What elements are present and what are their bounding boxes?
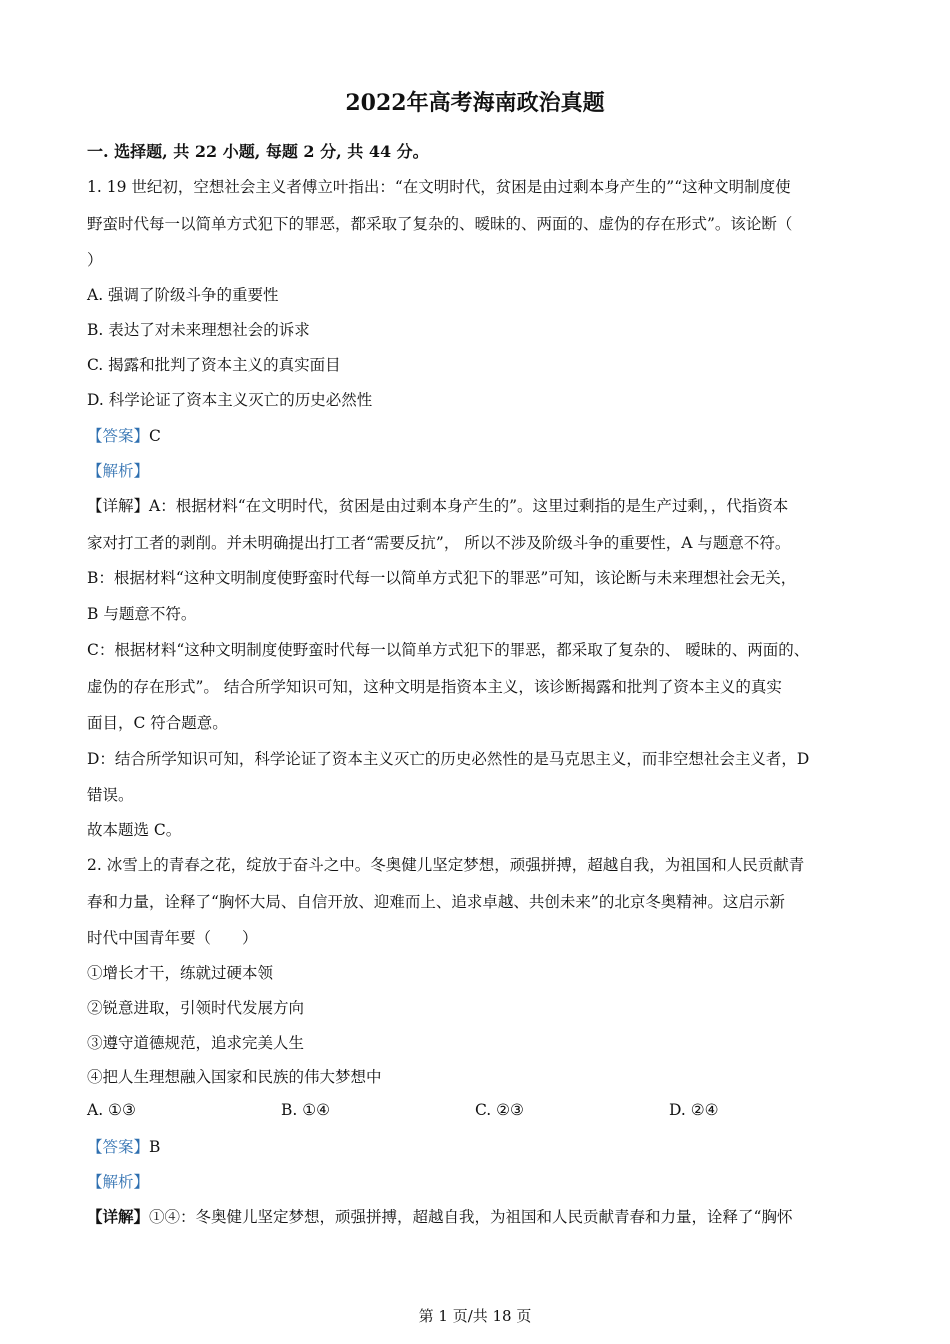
detail-tag: 【详解】 [87, 1207, 150, 1226]
q2-option-b: B. ①④ [281, 1101, 331, 1119]
answer-tag: 【答案】 [87, 1138, 150, 1156]
section-heading: 一. 选择题, 共 22 小题, 每题 2 分, 共 44 分。 [87, 142, 429, 161]
q2-item: ③遵守道德规范，追求完美人生 [87, 1034, 305, 1052]
q1-option-d: D. 科学论证了资本主义灭亡的历史必然性 [87, 391, 373, 409]
detail-tag: 【详解】 [87, 497, 150, 515]
q2-answer [87, 1137, 160, 1157]
q2-item: ④把人生理想融入国家和民族的伟大梦想中 [87, 1068, 382, 1086]
q2-detail-line [87, 1207, 792, 1227]
answer-value: B [149, 1138, 161, 1156]
q1-detail-line [87, 496, 788, 516]
detail-text: ①④：冬奥健儿坚定梦想，顽强拼搏，超越自我，为祖国和人民贡献青春和力量，诠释了“胸怀 [149, 1208, 793, 1226]
q2-stem-line: 2. 冰雪上的青春之花，绽放于奋斗之中。冬奥健儿坚定梦想，顽强拼搏，超越自我，为祖国和人民贡献青 [87, 856, 805, 874]
q1-detail-line: 虚伪的存在形式”。 结合所学知识可知，这种文明是指资本主义，该诊断揭露和批判了资本主义的真实 [87, 678, 782, 696]
q1-detail-line: 家对打工者的剥削。并未明确提出打工者“需要反抗”， 所以不涉及阶级斗争的重要性，A 与题意不符。 [87, 534, 791, 552]
q1-analysis-tag: 【解析】 [87, 462, 150, 480]
q1-detail-line: B：根据材料“这种文明制度使野蛮时代每一以简单方式犯下的罪恶”可知，该论断与未来理想社会无关， [87, 569, 797, 587]
q1-option-a: A. 强调了阶级斗争的重要性 [87, 286, 279, 304]
q2-option-a: A. ①③ [87, 1101, 136, 1119]
q1-detail-line: C：根据材料“这种文明制度使野蛮时代每一以简单方式犯下的罪恶，都采取了复杂的、 暧昧的、两面的、 [87, 641, 810, 659]
page-footer: 第 1 页/共 18 页 [418, 1307, 532, 1325]
q1-stem-line: 1. 19 世纪初，空想社会主义者傅立叶指出：“在文明时代，贫困是由过剩本身产生的”“这种文明制度使 [87, 178, 791, 196]
q2-item: ②锐意进取，引领时代发展方向 [87, 999, 305, 1017]
q2-item: ①增长才干，练就过硬本领 [87, 964, 274, 982]
q1-answer [87, 426, 161, 446]
q2-option-c: C. ②③ [475, 1101, 524, 1119]
answer-value: C [149, 427, 161, 445]
q2-option-d: D. ②④ [669, 1101, 719, 1119]
q1-detail-line: 故本题选 C。 [87, 821, 182, 839]
q1-option-b: B. 表达了对未来理想社会的诉求 [87, 321, 310, 339]
q1-detail-line: B 与题意不符。 [87, 605, 197, 623]
q2-stem-line: 春和力量，诠释了“胸怀大局、自信开放、迎难而上、追求卓越、共创未来”的北京冬奥精神。这启示新 [87, 893, 785, 911]
q1-detail-line: 面目，C 符合题意。 [87, 714, 228, 732]
q1-detail-line: D：结合所学知识可知，科学论证了资本主义灭亡的历史必然性的是马克思主义，而非空想社会主义者，D [87, 750, 810, 768]
q1-stem-line: 野蛮时代每一以简单方式犯下的罪恶，都采取了复杂的、暧昧的、两面的、虚伪的存在形式”。该论断（ [87, 215, 793, 233]
q2-analysis-tag: 【解析】 [87, 1173, 150, 1191]
q1-stem-line: ） [87, 251, 103, 269]
answer-tag: 【答案】 [87, 427, 150, 445]
q2-stem-line: 时代中国青年要（ ） [87, 929, 258, 947]
q1-detail-line: 错误。 [87, 786, 134, 804]
document-title: 2022年高考海南政治真题 [345, 90, 605, 116]
q1-option-c: C. 揭露和批判了资本主义的真实面目 [87, 356, 341, 374]
detail-text: A：根据材料“在文明时代，贫困是由过剩本身产生的”。这里过剩指的是生产过剩，，代指资本 [149, 497, 789, 515]
